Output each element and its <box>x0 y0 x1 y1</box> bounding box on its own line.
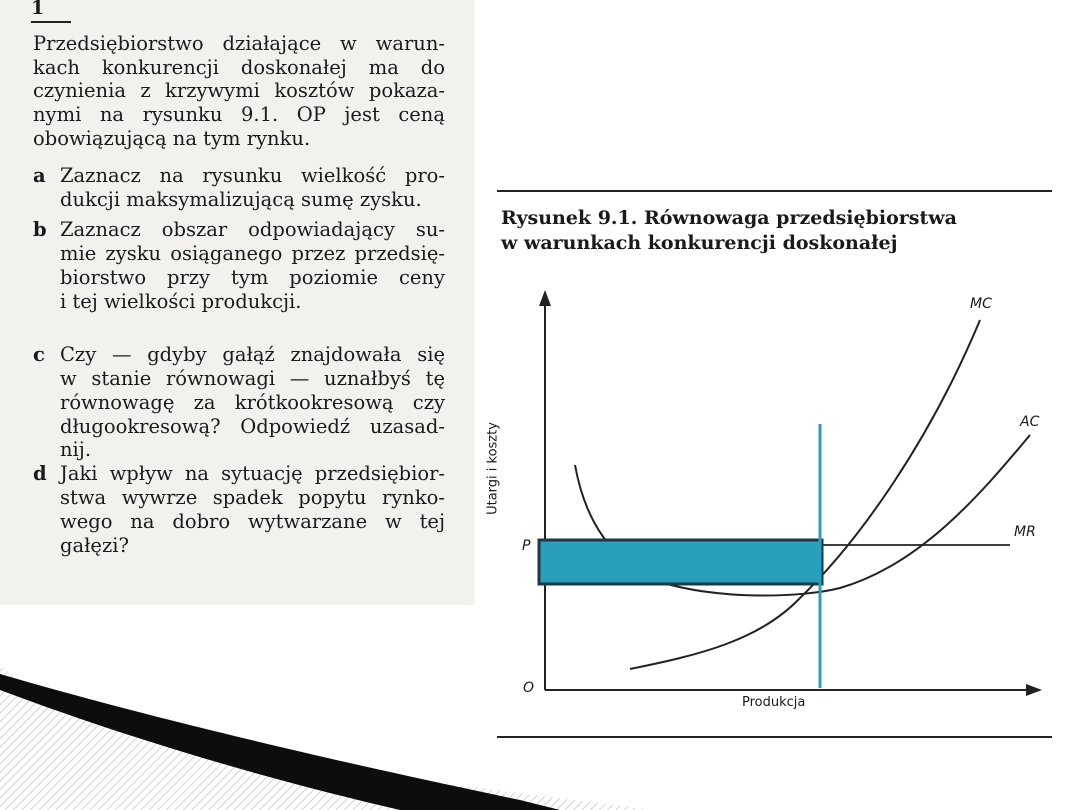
mc-label: MC <box>970 296 992 312</box>
y-axis-arrow <box>539 290 551 306</box>
question-c-line: w stanie równowagi — uznałbyś tę <box>60 367 445 390</box>
intro-line: kach konkurencji doskonałej ma do <box>33 56 445 79</box>
question-c-line: Czy — gdyby gałąź znajdowała się <box>60 343 445 366</box>
origin-label: O <box>523 680 535 696</box>
x-axis-arrow <box>1026 684 1042 696</box>
question-c-line: długookresową? Odpowiedź uzasad- <box>60 415 445 438</box>
question-c-line: równowagę za krótkookresową czy <box>60 391 445 414</box>
figure-title-line1: Rysunek 9.1. Równowaga przedsiębiorstwa <box>501 207 957 229</box>
question-d-line: gałęzi? <box>60 534 129 557</box>
figure-title-line2: w warunkach konkurencji doskonałej <box>501 232 898 254</box>
question-b-line: Zaznacz obszar odpowiadający su- <box>60 218 445 241</box>
question-b-line: i tej wielkości produkcji. <box>60 290 302 313</box>
question-b-line: biorstwo przy tym poziomie ceny <box>60 266 445 289</box>
intro-line: nymi na rysunku 9.1. OP jest ceną <box>33 103 445 126</box>
profit-area-highlight <box>539 540 822 584</box>
intro-line: czynienia z krzywymi kosztów pokaza- <box>33 79 445 102</box>
intro-line: Przedsiębiorstwo działające w warun- <box>33 32 445 55</box>
ac-label: AC <box>1020 414 1040 430</box>
question-b-line: mie zysku osiąganego przez przedsię- <box>60 242 445 265</box>
x-axis-label: Produkcja <box>742 695 806 710</box>
question-d-line: Jaki wpływ na sytuację przedsiębior- <box>60 462 445 485</box>
question-c-label: c <box>33 343 45 366</box>
price-label: P <box>522 538 531 554</box>
question-a-line: dukcji maksymalizującą sumę zysku. <box>60 188 422 211</box>
problem-number: 1 <box>31 0 45 19</box>
mc-curve <box>630 320 980 669</box>
question-c-line: nij. <box>60 438 92 461</box>
question-d-label: d <box>33 462 47 485</box>
intro-line: obowiązującą na tym rynku. <box>33 127 311 150</box>
question-d-line: stwa wywrze spadek popytu rynko- <box>60 486 445 509</box>
question-a-line: Zaznacz na rysunku wielkość pro- <box>60 164 445 187</box>
mr-label: MR <box>1014 524 1036 540</box>
question-a-label: a <box>33 164 46 187</box>
question-d-line: wego na dobro wytwarzane w tej <box>60 510 445 533</box>
question-b-label: b <box>33 218 47 241</box>
y-axis-label: Utargi i koszty <box>485 422 501 515</box>
